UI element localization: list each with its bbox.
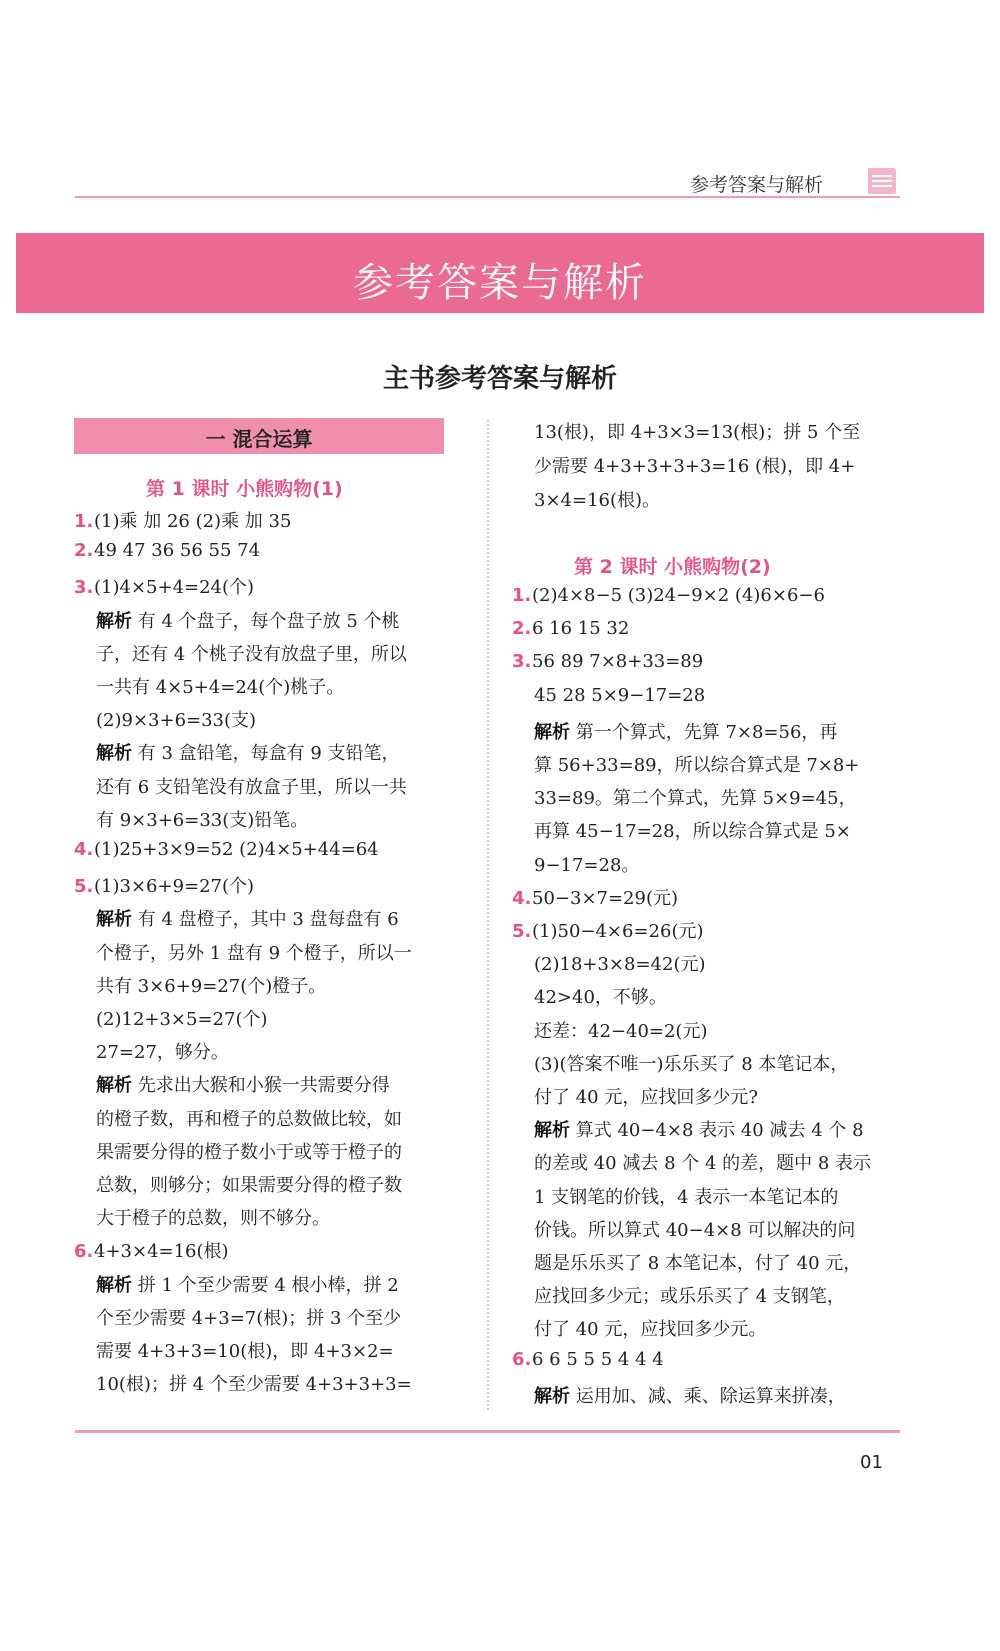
answer-text: (1)25+3×9=52 (2)4×5+44=64: [94, 839, 379, 860]
question-number: 3.: [74, 577, 94, 599]
answer-line: [96, 607, 400, 633]
answer-line: [534, 1183, 838, 1209]
answer-text: (2)12+3×5=27(个): [96, 1009, 268, 1030]
title-banner: [16, 233, 984, 313]
answer-text: 需要 4+3+3=10(根)，即 4+3×2=: [96, 1341, 394, 1362]
question-number: 5.: [512, 921, 532, 942]
analysis-label: 解析: [96, 610, 132, 632]
answer-text: 4+3×4=16(根): [94, 1241, 229, 1263]
page-number: 01: [860, 1452, 883, 1473]
answer-text: 33=89。第二个算式，先算 5×9=45，: [534, 788, 857, 810]
answer-text: 总数，则够分；如果需要分得的橙子数: [96, 1175, 402, 1196]
answer-line: [512, 884, 678, 910]
answer-line: [96, 905, 399, 931]
column-divider: [487, 420, 489, 1410]
answer-line: [96, 739, 400, 765]
answer-text: (2)4×8−5 (3)24−9×2 (4)6×6−6: [532, 585, 825, 606]
question-number: 6.: [512, 1348, 532, 1370]
answer-text: 付了 40 元，应找回多少元?: [534, 1087, 758, 1108]
answer-text: 的差或 40 减去 8 个 4 的差，题中 8 表示: [534, 1153, 872, 1175]
answer-line: [74, 839, 379, 860]
answer-line: [534, 486, 660, 512]
banner-title: 参考答案与解析: [353, 260, 647, 306]
answer-text: 45 28 5×9−17=28: [534, 684, 706, 706]
answer-line: [96, 1105, 402, 1131]
section-subtitle: 主书参考答案与解析: [382, 364, 617, 394]
answer-line: [534, 1249, 861, 1275]
answer-line: [96, 1138, 402, 1164]
answer-text: 9−17=28。: [534, 854, 640, 876]
answer-line: [96, 706, 256, 732]
answer-line: [96, 1071, 390, 1097]
answer-line: [96, 1038, 229, 1064]
question-number: 5.: [74, 876, 94, 898]
answer-line: [534, 418, 860, 444]
question-number: 1.: [74, 511, 94, 532]
answer-line: [96, 1204, 330, 1230]
answer-line: [534, 718, 837, 744]
question-number: 1.: [512, 585, 532, 606]
answer-line: [96, 673, 344, 699]
header-divider: [75, 196, 900, 198]
analysis-label: 解析: [96, 743, 132, 765]
answer-text: 1 支钢笔的价钱，4 表示一本笔记本的: [534, 1186, 839, 1208]
answer-line: [512, 651, 703, 672]
answer-text: 6 16 15 32: [532, 618, 630, 640]
answer-line: [96, 1171, 402, 1197]
answer-line: [96, 1271, 399, 1297]
answer-text: 价钱。所以算式 40−4×8 可以解决的问: [534, 1219, 856, 1241]
answer-line: [512, 585, 825, 606]
question-number: 4.: [74, 839, 94, 860]
answer-text: 3×4=16(根)。: [534, 490, 661, 511]
question-number: 3.: [512, 651, 532, 673]
answer-text: 拼 1 个至少需要 4 根小棒，拼 2: [132, 1274, 399, 1296]
answer-line: [534, 751, 859, 777]
lesson-1-title: 第 1 课时 小熊购物(1): [146, 478, 343, 500]
answer-text: (1)乘 加 26 (2)乘 加 35: [94, 511, 292, 532]
answer-line: [534, 950, 706, 976]
answer-text: 第一个算式，先算 7×8=56，再: [570, 721, 838, 743]
answer-text: (2)18+3×8=42(元): [534, 954, 706, 976]
answer-text: 42>40，不够。: [534, 987, 667, 1009]
question-number: 6.: [74, 1241, 94, 1263]
answer-text: 49 47 36 56 55 74: [94, 540, 261, 562]
footer-divider: [75, 1430, 900, 1433]
analysis-label: 解析: [534, 721, 570, 743]
answer-line: [96, 773, 407, 799]
answer-text: 题是乐乐买了 8 本笔记本，付了 40 元，: [534, 1253, 862, 1274]
answer-text: 运用加、减、乘、除运算来拼凑，: [570, 1385, 846, 1407]
answer-text: (1)3×6+9=27(个): [94, 876, 255, 898]
answer-text: 一共有 4×5+4=24(个)桃子。: [96, 677, 345, 698]
answer-text: 少需要 4+3+3+3+3=16 (根)，即 4+: [534, 456, 856, 477]
answer-line: [534, 1382, 846, 1408]
analysis-label: 解析: [96, 1075, 132, 1097]
running-head-title: 参考答案与解析: [690, 174, 824, 196]
answer-line: [96, 640, 407, 666]
answer-text: 6 6 5 5 5 4 4 4: [532, 1348, 664, 1370]
answer-text: 果需要分得的橙子数小于或等于橙子的: [96, 1141, 402, 1163]
answer-text: 算 56+33=89，所以综合算式是 7×8+: [534, 755, 860, 776]
answer-line: [74, 540, 260, 561]
answer-line: [534, 784, 857, 810]
answer-text: 算式 40−4×8 表示 40 减去 4 个 8: [570, 1120, 864, 1142]
answer-line: [74, 872, 254, 898]
answer-text: 有 4 盘橙子，其中 3 盘每盘有 6: [132, 909, 399, 931]
answer-text: (3)(答案不唯一)乐乐买了 8 本笔记本，: [534, 1053, 849, 1075]
answer-line: [512, 917, 704, 943]
answer-text: 56 89 7×8+33=89: [532, 651, 704, 673]
answer-line: [96, 1337, 394, 1363]
answer-text: 付了 40 元，应找回多少元。: [534, 1319, 767, 1341]
answer-line: [534, 851, 639, 877]
answer-line: [534, 983, 667, 1009]
answer-line: [534, 452, 855, 478]
answer-text: (2)9×3+6=33(支): [96, 710, 257, 732]
answer-line: [96, 1304, 401, 1330]
answer-line: [512, 618, 629, 639]
answer-text: 的橙子数，再和橙子的总数做比较，如: [96, 1108, 402, 1130]
answer-line: [534, 1083, 758, 1109]
answer-line: [534, 1315, 766, 1341]
answer-line: [534, 1282, 845, 1308]
answer-text: 有 4 个盘子，每个盘子放 5 个桃: [132, 610, 400, 632]
answer-text: 子，还有 4 个桃子没有放盘子里，所以: [96, 643, 407, 665]
answer-line: [534, 1017, 707, 1043]
answer-text: 先求出大猴和小猴一共需要分得: [132, 1075, 390, 1097]
answer-text: 个至少需要 4+3=7(根)；拼 3 个至少: [96, 1307, 402, 1329]
answer-line: [96, 1370, 412, 1396]
answer-text: 有 9×3+6=33(支)铅笔。: [96, 809, 309, 831]
answer-text: 27=27，够分。: [96, 1042, 229, 1064]
unit-heading: [74, 418, 444, 454]
answer-line: [74, 573, 254, 599]
question-number: 4.: [512, 887, 532, 909]
analysis-label: 解析: [96, 909, 132, 931]
answer-line: [96, 806, 308, 832]
answer-text: 应找回多少元；或乐乐买了 4 支钢笔，: [534, 1286, 845, 1308]
answer-text: 10(根)；拼 4 个至少需要 4+3+3+3=: [96, 1374, 412, 1396]
answer-line: [534, 1050, 848, 1076]
analysis-label: 解析: [96, 1274, 132, 1296]
book-icon: [868, 168, 896, 194]
answer-line: [512, 1349, 664, 1370]
answer-line: [534, 1149, 871, 1175]
analysis-label: 解析: [534, 1385, 570, 1407]
answer-line: [74, 1237, 229, 1263]
answer-text: (1)50−4×6=26(元): [532, 921, 704, 942]
answer-text: 有 3 盒铅笔，每盒有 9 支铅笔，: [132, 743, 400, 765]
answer-line: [534, 685, 705, 706]
answer-line: [96, 939, 412, 965]
answer-text: 13(根)，即 4+3×3=13(根)；拼 5 个至: [534, 422, 861, 443]
answer-text: 还有 6 支铅笔没有放盒子里，所以一共: [96, 776, 407, 798]
analysis-label: 解析: [534, 1120, 570, 1142]
answer-line: [534, 1216, 855, 1242]
answer-text: (1)4×5+4=24(个): [94, 577, 255, 599]
question-number: 2.: [512, 618, 532, 640]
answer-line: [96, 1005, 268, 1031]
answer-text: 个橙子，另外 1 盘有 9 个橙子，所以一: [96, 942, 412, 964]
answer-text: 再算 45−17=28，所以综合算式是 5×: [534, 821, 851, 843]
answer-line: [534, 817, 851, 843]
answer-text: 共有 3×6+9=27(个)橙子。: [96, 975, 327, 997]
answer-line: [96, 972, 326, 998]
question-number: 2.: [74, 540, 94, 562]
answer-text: 大于橙子的总数，则不够分。: [96, 1208, 330, 1230]
answer-line: [534, 1116, 864, 1142]
lesson-2-title: 第 2 课时 小熊购物(2): [574, 556, 771, 578]
answer-line: [74, 507, 291, 533]
unit-title: 一 混合运算: [205, 427, 313, 451]
answer-text: 50−3×7=29(元): [532, 887, 679, 909]
answer-text: 还差：42−40=2(元): [534, 1020, 708, 1042]
